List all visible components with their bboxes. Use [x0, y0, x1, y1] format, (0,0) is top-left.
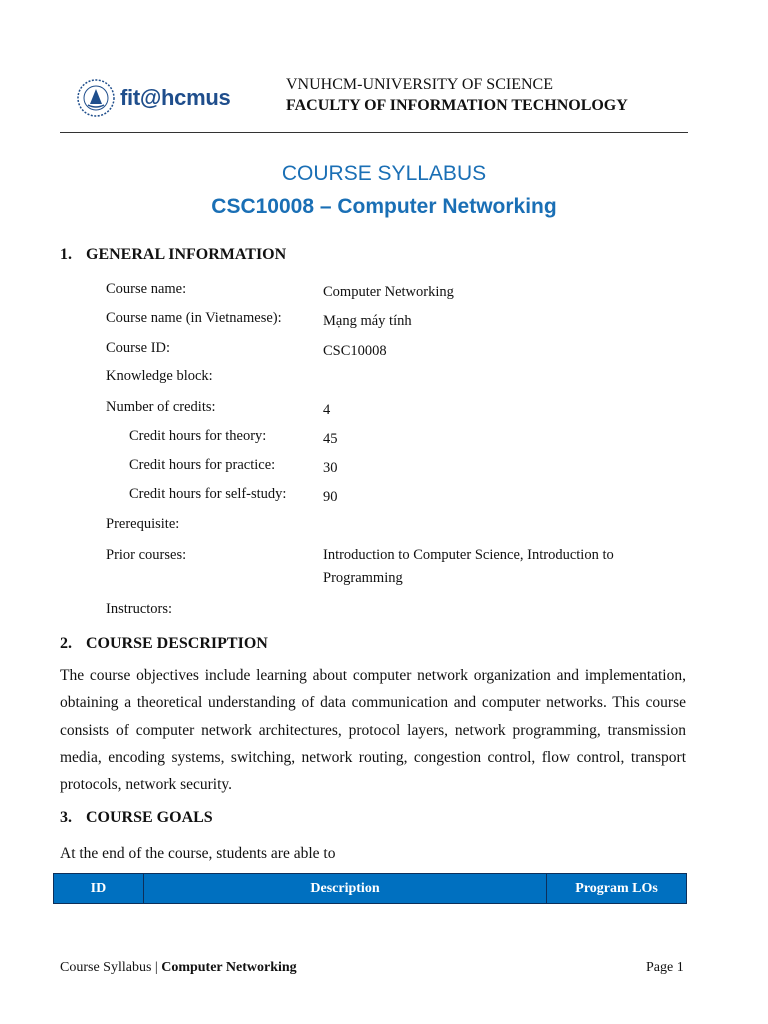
- info-value: Mạng máy tính: [323, 313, 412, 329]
- column-header-id: ID: [54, 874, 144, 904]
- faculty-logo: [76, 78, 230, 118]
- page-number: Page 1: [646, 960, 684, 975]
- faculty-name: FACULTY OF INFORMATION TECHNOLOGY: [286, 97, 628, 114]
- section-course-goals: [60, 809, 213, 827]
- footer-course-name: Computer Networking: [161, 960, 297, 975]
- section-number: 3.: [60, 809, 72, 826]
- university-seal-icon: [76, 78, 116, 118]
- section-title: COURSE DESCRIPTION: [86, 635, 268, 652]
- info-label: Prior courses:: [106, 547, 187, 563]
- footer-prefix: Course Syllabus |: [60, 960, 162, 975]
- info-value: Introduction to Computer Science, Introduction to Programming: [323, 547, 614, 586]
- info-value: CSC10008: [323, 343, 387, 359]
- course-description-text: The course objectives include learning about computer network organization and implementation, obtaining a theoretical understanding of data communication and computer networks. This course consists of computer network architectures, protocol layers, network programming, transmission media, encoding systems, switching, network routing, congestion control, flow control, transport protocols, network security.: [60, 667, 686, 794]
- column-header-program-los: Program LOs: [547, 874, 687, 904]
- info-value: 30: [323, 460, 338, 476]
- course-title: CSC10008 – Computer Networking: [211, 195, 557, 218]
- info-label: Credit hours for practice:: [129, 457, 276, 473]
- info-label: Credit hours for self-study:: [129, 486, 287, 502]
- info-label: Number of credits:: [106, 399, 216, 415]
- section-title: GENERAL INFORMATION: [86, 246, 287, 263]
- section-title: COURSE GOALS: [86, 809, 213, 826]
- info-label: Prerequisite:: [106, 516, 180, 532]
- info-label: Instructors:: [106, 601, 173, 617]
- info-value: 90: [323, 489, 338, 505]
- university-name: VNUHCM-UNIVERSITY OF SCIENCE: [286, 76, 553, 93]
- section-number: 2.: [60, 635, 72, 652]
- document-header: [60, 70, 688, 130]
- footer-course-label: [60, 960, 297, 976]
- info-label: Course name:: [106, 281, 187, 297]
- course-goals-table: [53, 873, 687, 904]
- column-header-description: Description: [143, 874, 546, 904]
- header-divider: [60, 132, 688, 133]
- logo-text: fit@hcmus: [120, 85, 231, 110]
- document-title: COURSE SYLLABUS: [281, 162, 487, 185]
- info-label: Knowledge block:: [106, 368, 213, 384]
- table-header-row: [54, 874, 687, 904]
- info-label: Course ID:: [106, 340, 171, 356]
- goals-intro-text: At the end of the course, students are able to: [60, 845, 336, 862]
- info-label: Credit hours for theory:: [129, 428, 267, 444]
- info-value: 4: [323, 402, 331, 418]
- section-number: 1.: [60, 246, 72, 263]
- info-value: Computer Networking: [323, 284, 454, 300]
- section-course-description: [60, 635, 268, 653]
- section-general-information: [60, 246, 286, 264]
- info-label: Course name (in Vietnamese):: [106, 310, 282, 326]
- info-value: 45: [323, 431, 338, 447]
